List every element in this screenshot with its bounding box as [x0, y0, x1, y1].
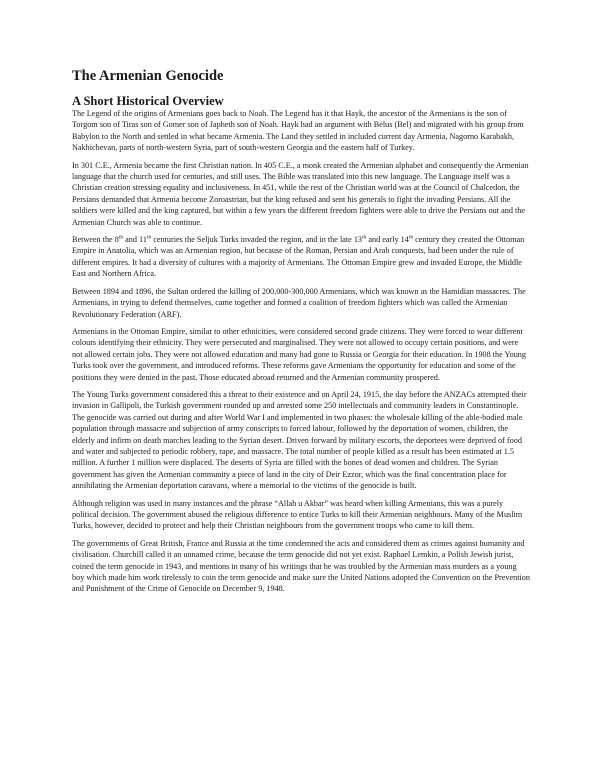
document-subtitle: A Short Historical Overview [72, 94, 224, 108]
document-body [72, 68, 530, 601]
document-title: The Armenian Genocide [72, 68, 224, 84]
ordinal-suffix: th [118, 234, 124, 241]
paragraph-seljuk-ottoman: Between the 8th and 11th centuries the Seljuk Turks invaded the region, and in the late 13th and early 14th century they created the Ottoman Empire in Anatolia, which was an Armenian region, but because of the Roman, Persian and Arab conquests, had been under the rule of different empires. It had a diversity of cultures with a majority of Armenians. The Ottoman Empire grew and invaded Europe, the Middle East and Northern Africa. [72, 234, 525, 279]
paragraph-origins: The Legend of the origins of Armenians goes back to Noah. The Legend has it that Hayk, the ancestor of the Armenians is the son of Torgom son of Tiras son of Gomer son of Japheth son of Noah. Hayk had an argument with Belus (Bel) and migrated with his group from Babylon to the North and settled in what became Armenia. The Land they settled in included current day Armenia, Nagorno Karabakh, Nakhichevan, parts of north-western Syria, part of south-western Georgia and the eastern half of Turkey. [72, 109, 524, 153]
ordinal-suffix: th [146, 234, 152, 241]
paragraph-genocide-1915: The Young Turks government considered this a threat to their existence and on April 24, 1915, the day before the ANZACs attempted their invasion in Gallipoli, the Turkish government rounded up and arrested some 250 intellectuals and community leaders in Constantinople. The genocide was carried out during and after World War I and implemented in two phases: the wholesale killing of the able-bodied male population through massacre and subjection of army conscripts to forced labour, followed by the deportation of women, children, the elderly and infirm on death marches leading to the Syrian desert. Driven forward by military escorts, the deportees were deprived of food and water and subjected to periodic robbery, rape, and massacre. The total number of people killed as a result has been estimated at 1.5 million. A further 1 million were displaced. The deserts of Syria are filled with the bones of dead women and children. The Syrian government has given the Armenian community a piece of land in the city of Deir Ezzor, which was the final concentration place for annihilating the Armenian deportation caravans, where a memorial to the victims of the genocide is built. [72, 389, 527, 491]
ordinal-suffix: th [362, 234, 367, 241]
paragraph-religion: Although religion was used in many instances and the phrase “Allah u Akbar” was heard when killing Armenians, this was a purely political decision. The government abused the religious difference to entice Turks to kill their Armenian neighbours. Many of the Muslim Turks, however, decided to protect and help their Christian neighbours from the government troops who came to kill them. [72, 498, 523, 531]
paragraph-christian-nation: In 301 C.E., Armenia became the first Christian nation. In 405 C.E., a monk created the Armenian alphabet and consequently the Armenian language that the church used for centuries, and still uses. The Bible was translated into this new language. The Language itself was a Christian creation stressing equality and inclusiveness. In 451, while the rest of the Christian world was at the Council of Chalcedon, the Persians demanded that Armenia become Zoroastrian, but the king refused and sent his generals to fight the invading Persians. All the soldiers were killed and the king captured, but within a few years the different freedom fighters were able to drive the Persians out and the Armenian Church was able to continue. [72, 160, 529, 227]
paragraph-hamidian-massacres: Between 1894 and 1896, the Sultan ordered the killing of 200,000-300,000 Armenians, which was known as the Hamidian massacres. The Armenians, in trying to defend themselves, came together and formed a coalition of freedom fighters which was called the Armenian Revolutionary Federation (ARF). [72, 286, 526, 319]
ordinal-suffix: th [408, 234, 414, 241]
paragraph-second-grade-citizens: Armenians in the Ottoman Empire, similar to other ethnicities, were considered second grade citizens. They were forced to wear different colours identifying their ethnicity. They were persecuted and marginalised. They were not allowed to occupy certain positions, and were not allowed certain jobs. They were not allowed education and many had gone to Russia or Georgia for their education. In 1908 the Young Turks took over the government, and introduced reforms. These reforms gave Armenians the opportunity for education and some of the positions they were denied in the past. Those educated abroad returned and the Armenian community prospered. [72, 326, 526, 382]
paragraph-international-response: The governments of Great British, France and Russia at the time condemned the acts and considered them as crimes against humanity and civilisation. Churchill called it an unnamed crime, because the term genocide did not yet exist. Raphael Lemkin, a Polish Jewish jurist, coined the term genocide in 1943, and mentions in many of his writings that he was troubled by the Armenian mass murders as a young boy which made him work tirelessly to coin the term genocide and make sure the United Nations adopted the Convention on the Prevention and Punishment of the Crime of Genocide on December 9, 1948. [72, 538, 530, 594]
